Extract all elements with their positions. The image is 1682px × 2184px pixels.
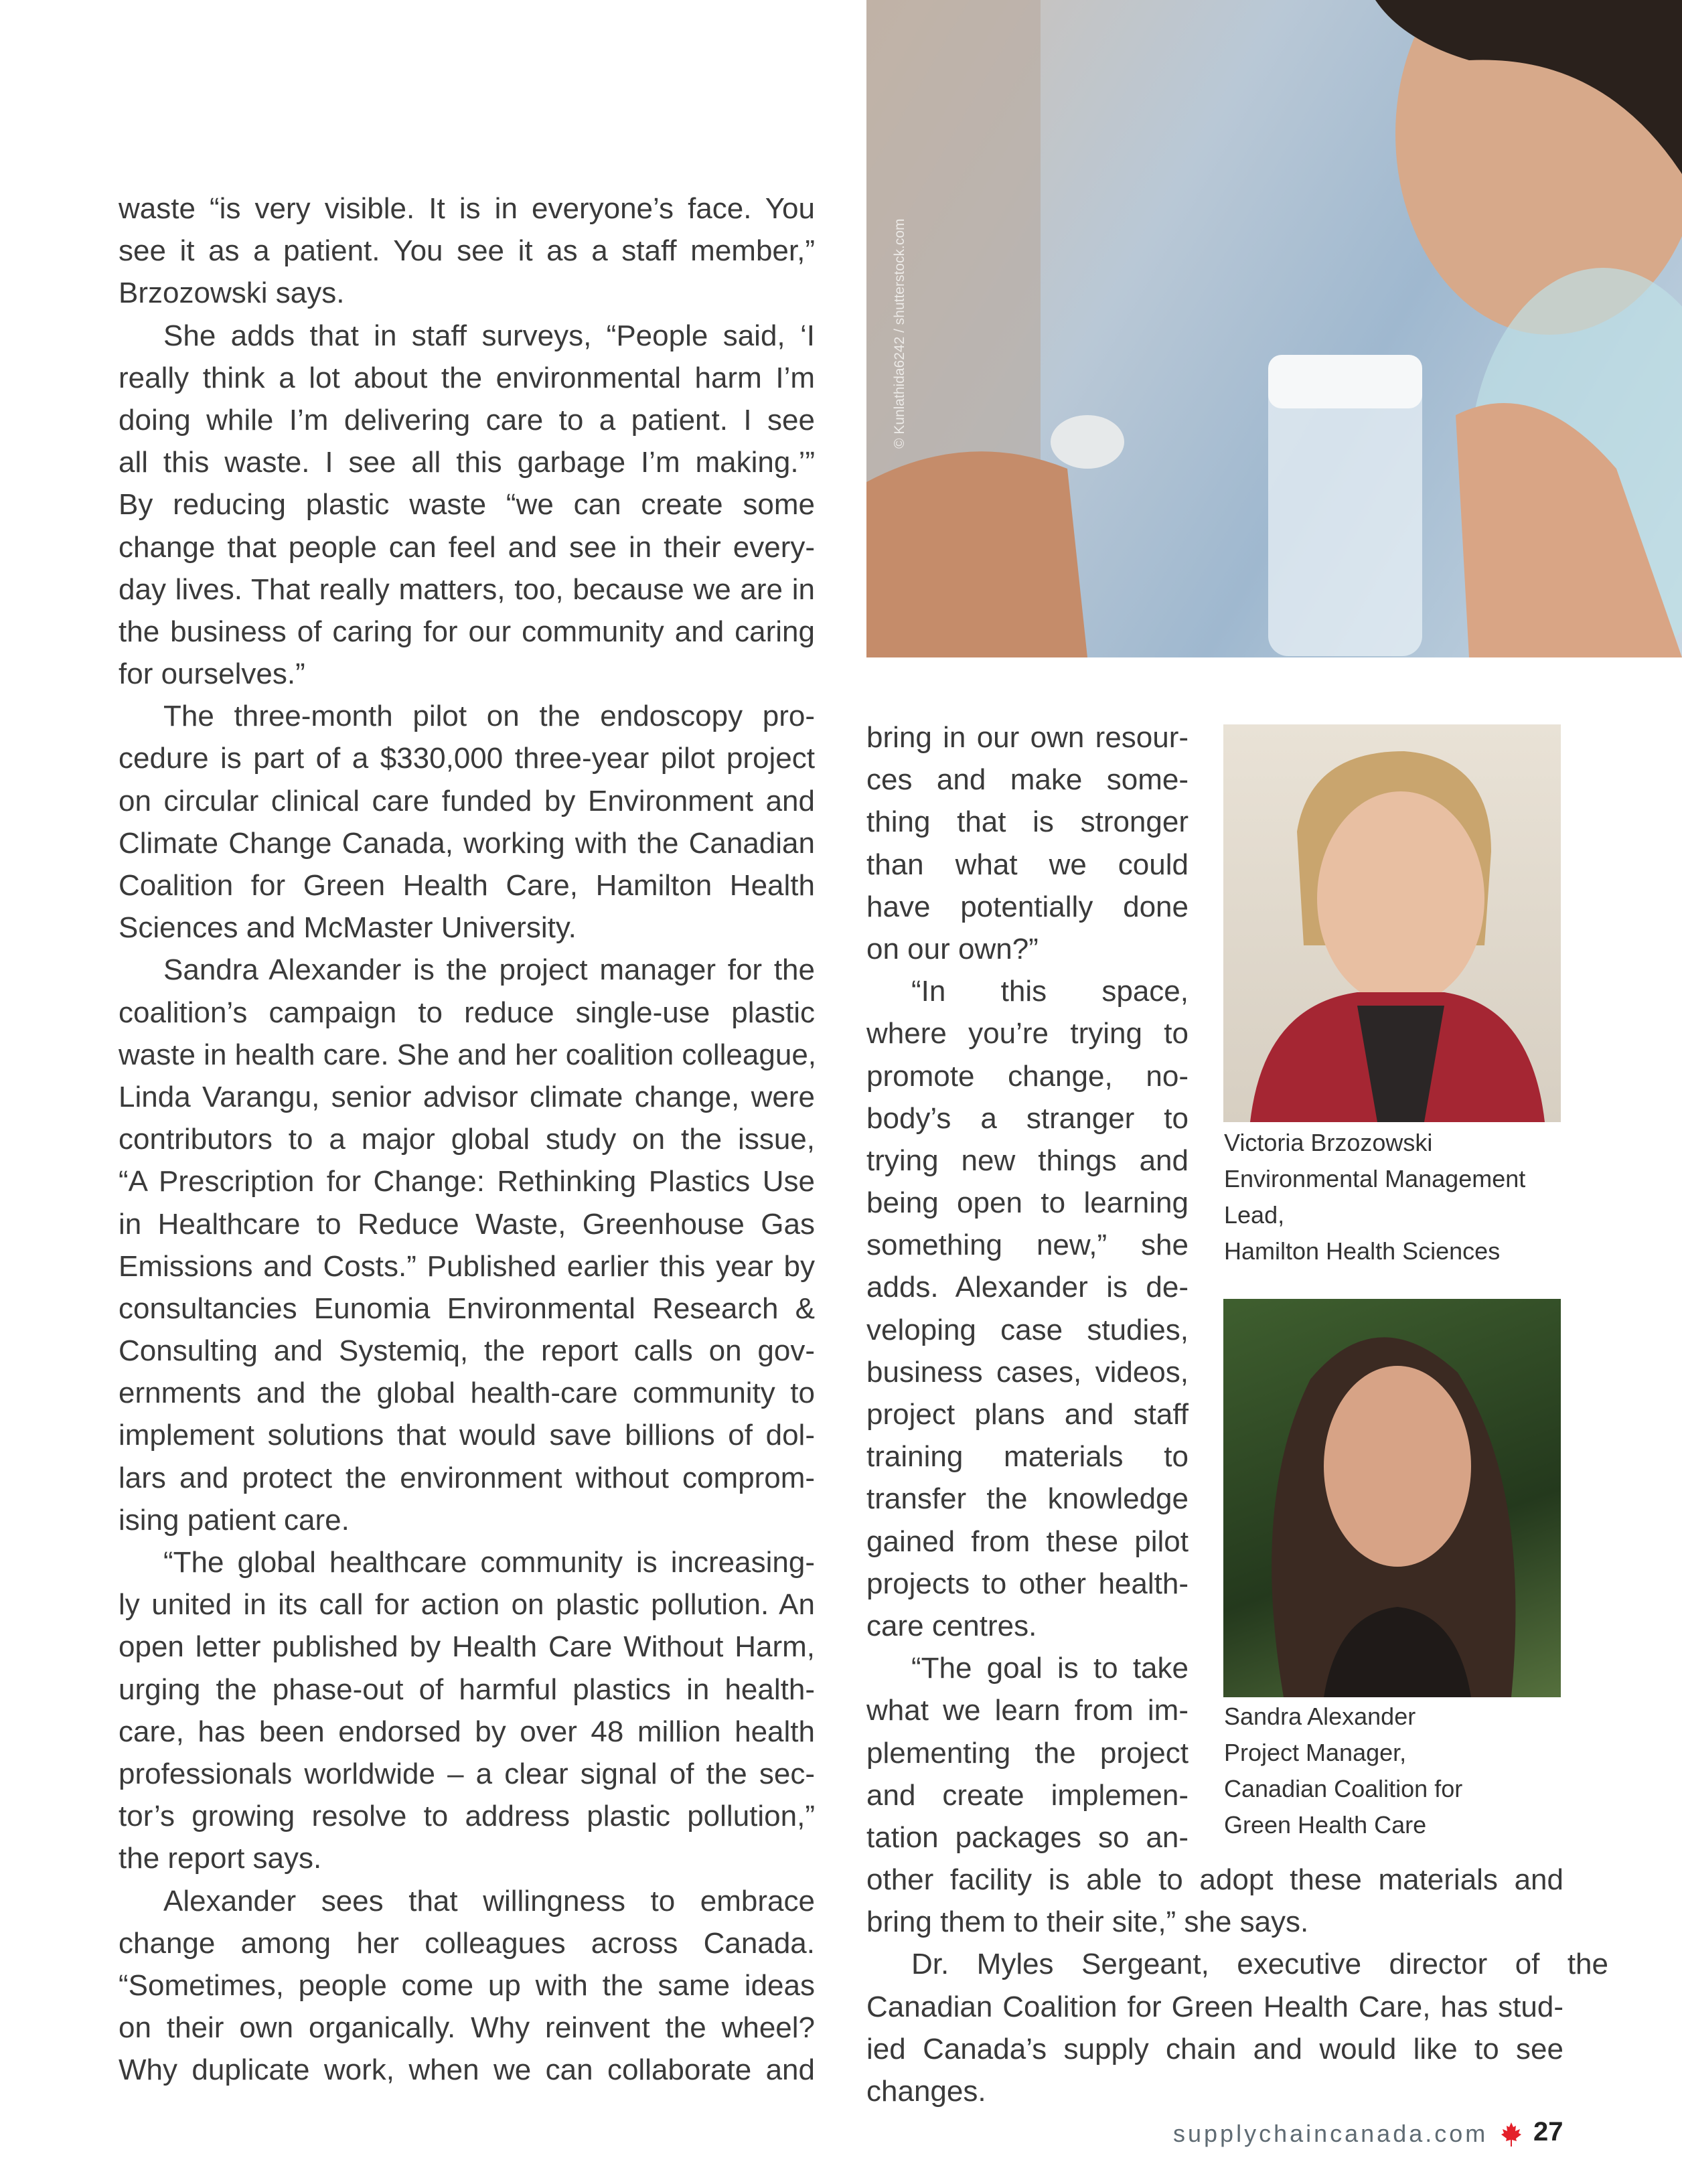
footer-website: supplychaincanada.com: [1173, 2120, 1488, 2147]
text-line: Coalition for Green Health Care, Hamilton Health: [119, 869, 815, 902]
text-line: waste in health care. She and her coalition colleague,: [119, 1038, 817, 1071]
caption-line: Project Manager,: [1224, 1739, 1407, 1766]
portrait-illustration: [1223, 1299, 1561, 1697]
portrait-victoria-brzozowski: [1223, 724, 1561, 1122]
caption-line: Hamilton Health Sciences: [1224, 1237, 1501, 1265]
text-line: on circular clinical care funded by Environment and: [119, 784, 815, 817]
photo-credit: © Kunlathida6242 / shutterstock.com: [892, 218, 907, 449]
text-line: project plans and staff: [866, 1398, 1189, 1431]
text-line: transfer the knowledge: [866, 1482, 1189, 1516]
text-line: than what we could: [866, 848, 1189, 881]
text-line: projects to other health-: [866, 1567, 1189, 1600]
text-line: coalition’s campaign to reduce single-use plastic: [119, 996, 815, 1029]
text-line: ernments and the global health-care community to: [119, 1377, 815, 1410]
text-line: urging the phase-out of harmful plastics in health-: [119, 1672, 815, 1706]
text-line: see it as a patient. You see it as a staff member,”: [119, 234, 815, 268]
text-line: Sandra Alexander is the project manager for the: [163, 953, 815, 987]
text-line: implement solutions that would save billions of dol-: [119, 1419, 815, 1452]
text-line: The three-month pilot on the endoscopy pro-: [163, 700, 815, 733]
text-line: the report says.: [119, 1842, 322, 1875]
text-line: Emissions and Costs.” Published earlier this year by: [119, 1249, 815, 1283]
text-line: “The goal is to take: [911, 1652, 1189, 1685]
text-line: veloping case studies,: [866, 1313, 1189, 1346]
caption-line: Lead,: [1224, 1201, 1285, 1229]
text-line: professionals worldwide – a clear signal of the sec-: [119, 1757, 815, 1790]
portrait-illustration: [1223, 724, 1561, 1122]
caption-line: Sandra Alexander: [1224, 1703, 1416, 1730]
text-line: change among her colleagues across Canada.: [119, 1926, 815, 1960]
text-line: Why duplicate work, when we can collaborate and: [119, 2053, 815, 2087]
text-line: being open to learning: [866, 1186, 1189, 1220]
text-line: gained from these pilot: [866, 1525, 1189, 1558]
text-line: care, has been endorsed by over 48 million health: [119, 1715, 815, 1748]
text-line: thing that is stronger: [866, 805, 1189, 839]
text-line: care centres.: [866, 1609, 1037, 1642]
text-line: ied Canada’s supply chain and would like to see: [866, 2032, 1563, 2065]
text-line: day lives. That really matters, too, because we are in: [119, 572, 815, 606]
text-line: changes.: [866, 2075, 986, 2108]
portrait-sandra-alexander: [1223, 1299, 1561, 1697]
caption-line: Victoria Brzozowski: [1224, 1129, 1433, 1156]
text-line: contributors to a major global study on the issue,: [119, 1123, 815, 1156]
article-column-left: [119, 187, 815, 2091]
maple-leaf-icon: [1501, 2122, 1521, 2147]
text-line: and create implemen-: [866, 1778, 1189, 1812]
text-line: change that people can feel and see in their every-: [119, 530, 815, 564]
text-line: consultancies Eunomia Environmental Research &: [119, 1292, 815, 1325]
text-line: ly united in its call for action on plastic pollution. An: [119, 1588, 815, 1622]
text-line: Brzozowski says.: [119, 277, 345, 310]
text-line: plementing the project: [866, 1736, 1189, 1770]
text-line: the business of caring for our community and caring: [119, 615, 815, 648]
text-line: in Healthcare to Reduce Waste, Greenhouse Gas: [119, 1207, 815, 1241]
text-line: ces and make some-: [866, 763, 1189, 797]
hero-illustration: [866, 0, 1682, 657]
caption-line: Environmental Management: [1224, 1165, 1526, 1192]
text-line: really think a lot about the environmental harm I’m: [119, 361, 815, 394]
text-line: tation packages so an-: [866, 1820, 1189, 1854]
text-line: have potentially done: [866, 890, 1189, 923]
text-line: bring them to their site,” she says.: [866, 1905, 1309, 1939]
text-line: business cases, videos,: [866, 1355, 1189, 1389]
text-line: Consulting and Systemiq, the report calls on gov-: [119, 1334, 815, 1368]
text-line: body’s a stranger to: [866, 1101, 1189, 1135]
text-line: other facility is able to adopt these materials and: [866, 1863, 1563, 1897]
caption-line: Green Health Care: [1224, 1811, 1427, 1839]
text-line: ising patient care.: [119, 1503, 350, 1537]
text-line: something new,” she: [866, 1229, 1189, 1262]
text-line: tor’s growing resolve to address plastic pollution,”: [119, 1800, 815, 1833]
caption-line: Canadian Coalition for: [1224, 1775, 1463, 1802]
text-line: Sciences and McMaster University.: [119, 911, 577, 945]
text-line: “The global healthcare community is increasing-: [163, 1546, 815, 1579]
caption-sandra-alexander: [1224, 1699, 1462, 1843]
text-line: where you’re trying to: [866, 1017, 1189, 1050]
text-line: doing while I’m delivering care to a patient. I see: [119, 403, 815, 437]
text-line: training materials to: [866, 1440, 1189, 1474]
text-line: “A Prescription for Change: Rethinking Plastics Use: [119, 1165, 815, 1198]
text-line: all this waste. I see all this garbage I’m making.’”: [119, 446, 815, 479]
caption-victoria-brzozowski: [1224, 1125, 1525, 1269]
text-line: open letter published by Health Care Without Harm,: [119, 1630, 815, 1664]
text-line: promote change, no-: [866, 1059, 1189, 1093]
text-line: She adds that in staff surveys, “People said, ‘I: [163, 319, 815, 352]
page-number: 27: [1533, 2117, 1563, 2147]
text-line: bring in our own resour-: [866, 721, 1189, 754]
text-line: Canadian Coalition for Green Health Care, has stud-: [866, 1990, 1563, 2023]
text-line: adds. Alexander is de-: [866, 1271, 1189, 1304]
text-line: waste “is very visible. It is in everyone’s face. You: [119, 192, 815, 225]
text-line: what we learn from im-: [866, 1694, 1189, 1727]
text-line: on our own?”: [866, 932, 1039, 965]
text-line: cedure is part of a $330,000 three-year pilot project: [119, 742, 815, 775]
text-line: Linda Varangu, senior advisor climate change, were: [119, 1080, 815, 1113]
hero-photo-child-drinking: [866, 0, 1682, 657]
text-line: “In this space,: [911, 975, 1189, 1008]
text-line: Climate Change Canada, working with the Canadian: [119, 826, 815, 860]
text-line: lars and protect the environment without comprom-: [119, 1461, 815, 1494]
text-line: on their own organically. Why reinvent the wheel?: [119, 2011, 815, 2045]
text-line: “Sometimes, people come up with the same ideas: [119, 1968, 815, 2002]
text-line: trying new things and: [866, 1144, 1189, 1177]
text-line: By reducing plastic waste “we can create some: [119, 488, 815, 522]
text-line: Alexander sees that willingness to embrace: [163, 1884, 815, 1918]
text-line: Dr. Myles Sergeant, executive director of the: [911, 1948, 1608, 1981]
text-line: for ourselves.”: [119, 657, 305, 691]
